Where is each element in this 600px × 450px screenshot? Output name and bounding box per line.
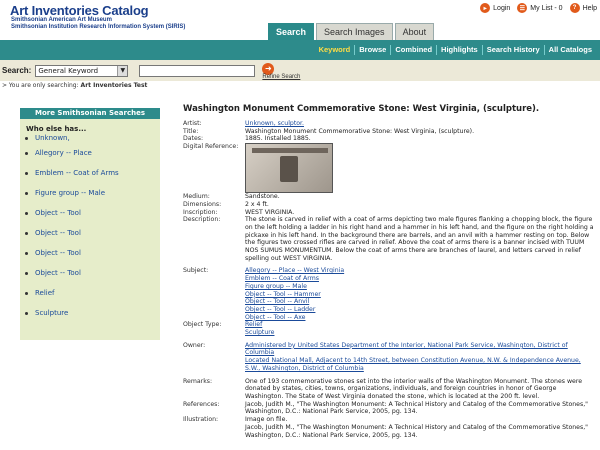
thumbnail-banner-shape — [252, 148, 328, 153]
field-label: Artist: — [183, 120, 202, 127]
illustration-row — [183, 416, 595, 439]
my-list-label[interactable]: My List - 0 — [530, 4, 563, 12]
object-type-row — [183, 321, 595, 336]
field-label: Illustration: — [183, 416, 219, 424]
field-label: Dates: — [183, 135, 204, 143]
field-label: Dimensions: — [183, 200, 222, 208]
login-link[interactable] — [480, 3, 510, 13]
subject-link[interactable]: Emblem -- Coat of Arms — [245, 275, 319, 283]
title-value: Washington Monument Commemorative Stone: West Virginia, (sculpture). — [245, 127, 475, 135]
artist-link[interactable]: Unknown, sculptor. — [245, 120, 305, 127]
subject-row — [183, 267, 595, 321]
field-label: Title: — [183, 127, 199, 135]
sidebar-item[interactable]: Sculpture — [25, 303, 160, 323]
help-link[interactable] — [570, 3, 597, 13]
nav-keyword[interactable]: Keyword — [318, 45, 351, 54]
search-bar — [0, 60, 600, 81]
sidebar-subheading: Who else has... — [26, 125, 87, 133]
field-label: Subject: — [183, 267, 209, 275]
help-label[interactable]: Help — [582, 4, 597, 12]
sidebar-item[interactable]: Object -- Tool — [25, 203, 160, 223]
my-list-link[interactable] — [517, 3, 562, 13]
site-header — [0, 0, 600, 40]
medium-value: Sandstone. — [245, 193, 280, 201]
tab-search[interactable]: Search — [268, 23, 314, 40]
subject-link[interactable]: Allegory -- Place -- West Virginia — [245, 267, 345, 275]
search-field-select[interactable] — [35, 65, 128, 77]
subject-link[interactable]: Object -- Tool -- Anvil — [245, 298, 310, 306]
system-name: Smithsonian Institution Research Information System (SIRIS) — [11, 24, 186, 30]
title-row — [183, 128, 595, 136]
sidebar-heading: More Smithsonian Searches — [20, 108, 160, 119]
login-icon: ▸ — [480, 3, 490, 13]
subject-link[interactable]: Object -- Tool -- Axe — [245, 313, 306, 321]
field-label: Inscription: — [183, 208, 218, 216]
object-type-list — [245, 321, 595, 336]
nav-combined[interactable]: Combined — [390, 45, 436, 55]
search-label: Search: — [2, 66, 32, 75]
owner-row — [183, 342, 595, 373]
more-searches-sidebar — [20, 108, 160, 340]
inscription-row — [183, 209, 595, 217]
illustration-list — [245, 416, 595, 439]
subject-link[interactable]: Object -- Tool -- Hammer — [245, 290, 321, 298]
description-value: The stone is carved in relief with a coat of arms depicting two male figures flanking a chopping block, the figure on the left holding a ladder in his right hand and a hammer in his left hand, and the figure on the right holding a pickaxe in his left hand. In the background there are barrels, and an anvil with a hammer resting on top. Below the figures two crossed rifles are carved in relief. Above the coat of arms there is a banner incised with TUUM NOS SUMUS MONUMENTUM. Below the coat of arms there are branches of laurel, and letters carved in relief spelling out WEST VIRGINIA. — [245, 216, 594, 262]
main-tabs — [268, 23, 434, 40]
digital-reference-value — [245, 143, 595, 193]
object-type-link[interactable]: Relief — [245, 321, 263, 329]
field-label: Description: — [183, 216, 221, 224]
digital-reference-row — [183, 143, 595, 193]
thumbnail-figure-shape — [280, 156, 298, 182]
subject-link[interactable]: Object -- Tool -- Ladder — [245, 305, 316, 313]
remarks-value: One of 193 commemorative stones set into the interior walls of the Washington Monument. The stones were donated by states, cities, towns, organizations, individuals, and foreign countries in honor of George Washington. The State of West Virginia donated the stone, which is located at the 200 ft. level. — [245, 377, 583, 400]
sidebar-list — [25, 133, 160, 323]
catalog-title[interactable]: Art Inventories Catalog — [10, 3, 149, 18]
search-field-value: General Keyword — [38, 66, 99, 75]
subject-list — [245, 267, 595, 321]
dates-value: 1885. Installed 1885. — [245, 135, 311, 143]
artwork-thumbnail[interactable] — [245, 143, 333, 193]
museum-name: Smithsonian American Art Museum — [11, 17, 112, 23]
nav-highlights[interactable]: Highlights — [436, 45, 482, 55]
description-row — [183, 216, 595, 262]
artist-row — [183, 120, 595, 128]
record-title: Washington Monument Commemorative Stone: West Virginia, (sculpture). — [183, 104, 540, 114]
sidebar-item[interactable]: Unknown, — [25, 133, 160, 143]
dimensions-row — [183, 201, 595, 209]
field-label: Medium: — [183, 193, 210, 201]
field-label: Owner: — [183, 341, 206, 349]
owner-link[interactable]: Located National Mall, Adjacent to 14th Street, between Constitution Avenue, N.W. & Independence Avenue, S.W., Washington, District of Columbia — [245, 357, 581, 372]
illustration-value: Jacob, Judith M., "The Washington Monument: A Technical History and Catalog of the Commemorative Stones," Washington, D.C.: National Park Service, 2005, pg. 134. — [245, 423, 589, 439]
field-label: Remarks: — [183, 377, 213, 385]
field-label: Object Type: — [183, 321, 222, 329]
references-row — [183, 401, 595, 416]
medium-row — [183, 193, 595, 201]
object-type-link[interactable]: Sculpture — [245, 329, 275, 337]
scope-target: Art Inventories Test — [80, 82, 148, 89]
record-detail — [183, 104, 595, 439]
remarks-row — [183, 378, 595, 401]
references-value: Jacob, Judith M., "The Washington Monument: A Technical History and Catalog of the Commemorative Stones," Washington, D.C.: National Park Service, 2005, pg. 134. — [245, 400, 589, 416]
search-input[interactable] — [139, 65, 255, 77]
field-label: References: — [183, 400, 220, 408]
top-links — [476, 3, 597, 13]
list-icon: ☰ — [517, 3, 527, 13]
illustration-value: Image on file. — [245, 416, 288, 424]
search-scope-breadcrumb — [2, 82, 147, 89]
sidebar-item[interactable]: Object -- Tool — [25, 263, 160, 283]
nav-browse[interactable]: Browse — [354, 45, 390, 55]
sidebar-item[interactable]: Object -- Tool — [25, 243, 160, 263]
sidebar-item[interactable]: Object -- Tool — [25, 223, 160, 243]
dates-row — [183, 135, 595, 143]
inscription-value: WEST VIRGINIA. — [245, 208, 295, 216]
login-label[interactable]: Login — [493, 4, 511, 12]
search-mode-nav — [0, 40, 600, 60]
owner-list — [245, 342, 595, 373]
search-go-button[interactable]: ➜ — [262, 63, 274, 75]
refine-search-link[interactable]: Refine Search — [262, 73, 301, 80]
field-label: Digital Reference: — [183, 143, 239, 151]
help-icon: ? — [570, 3, 580, 13]
subject-link[interactable]: Figure group -- Male — [245, 282, 307, 290]
chevron-down-icon[interactable]: ▼ — [117, 66, 127, 76]
tab-search-images[interactable]: Search Images — [316, 23, 393, 40]
sidebar-item[interactable]: Emblem -- Coat of Arms — [25, 163, 160, 183]
sidebar-item[interactable]: Relief — [25, 283, 160, 303]
dimensions-value: 2 x 4 ft. — [245, 200, 269, 208]
sidebar-item[interactable]: Figure group -- Male — [25, 183, 160, 203]
owner-link[interactable]: Administered by United States Department of the Interior, National Park Service, Washington, District of Columbia — [245, 341, 568, 357]
nav-all-catalogs[interactable]: All Catalogs — [544, 45, 596, 55]
nav-search-history[interactable]: Search History — [482, 45, 544, 55]
scope-prefix: > You are only searching: — [2, 82, 79, 89]
tab-about[interactable]: About — [395, 23, 435, 40]
sidebar-item[interactable]: Allegory -- Place — [25, 143, 160, 163]
